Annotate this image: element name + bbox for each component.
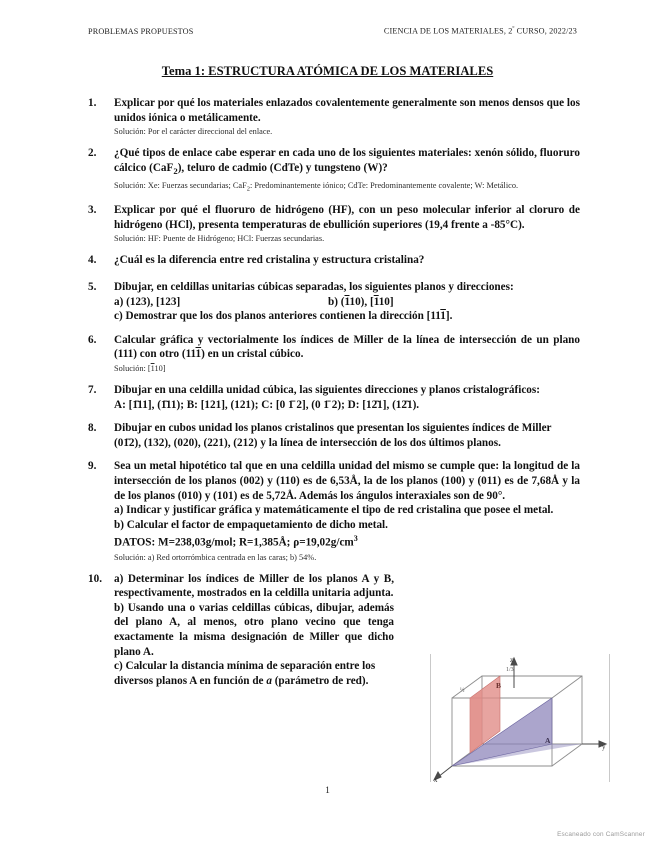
problem-item [88,146,580,194]
item-question: ¿Cuál es la diferencia entre red cristalina y estructura cristalina? [114,254,425,267]
solution-prefix: Solución: [ [114,364,151,374]
unit-cell-figure [430,654,610,782]
problem-item [88,383,580,412]
formula-subscript: 2 [173,166,178,177]
item-line: a) Indicar y justificar gráfica y matemáticamente el tipo de red cristalina que posee el metal. [114,504,554,517]
units-superscript: 3 [353,534,358,544]
option-b-text [328,295,580,310]
option-b-tail: 10] [378,295,394,308]
item-number: 1. [88,97,97,109]
item-number: 3. [88,204,97,217]
solution-text-b: : Predominantemente iónico; CdTe: Predominantemente covalente; W: Metálico. [249,180,519,190]
plane-a-label: A [545,736,551,745]
problem-item [88,203,580,244]
item-line: b) Usando una o varias celdillas cúbicas, dibujar, además del plano A, al menos, otro plano vecino que tenga exactamente la misma designación de Miller que dicho plano A. [114,601,394,658]
item-number: 7. [88,384,97,397]
option-c-prefix: c) Demostrar que los dos planos anteriores contienen la dirección [11 [114,310,441,323]
intercept-half-label: ½ [460,688,465,694]
problem-item [88,421,580,450]
item-number: 10. [88,572,102,585]
page-title [0,64,655,79]
item-solution: Solución: a) Red ortorrómbica centrada en las caras; b) 54%. [114,552,317,562]
header-year-text: CURSO, 2022/23 [514,26,577,36]
item-question [114,146,580,178]
axis-y-label: y [602,743,606,751]
page-header [88,26,577,36]
option-b-mid: 10), [ [349,295,374,308]
item-solution [114,180,580,195]
problem-item [88,253,580,268]
item-question: Explicar por qué el fluoruro de hidrógeno (HF), con un peso molecular inferior al cloruro de hidrógeno (HCl), presenta temperaturas de ebullición superiores (19,4 frente a -85°C). [114,204,580,231]
item-number: 5. [88,281,97,294]
item-line: Sea un metal hipotético tal que en una celdilla unidad del mismo se cumple que: la longitud de la intersección de los planos (002) y (110) es de 6,53Å, la de los planos (100) y (011) es de 7,68Å y la de los planos (010) y (101) es de 5,72Å. Además los ángulos interaxiales son de 90°. [114,460,580,502]
item-line: Dibujar en una celdilla unidad cúbica, las siguientes direcciones y planos cristalográficos: [114,384,540,397]
item-number: 6. [88,333,97,346]
question-tail: ) en un cristal cúbico. [201,348,304,361]
miller-overbar: 1 [195,348,202,361]
axis-x-label: x [434,776,438,782]
miller-overbar: 1 [150,364,155,374]
title-main: ESTRUCTURA ATÓMICA DE LOS MATERIALES [208,64,494,78]
option-a-text: a) (123), [123] [114,295,181,308]
item-line: Dibujar en cubos unidad los planos cristalinos que presentan los siguientes índices de Miller [114,422,552,435]
miller-overbar: 1 [440,310,446,323]
intercept-third-label: 1/3 [506,667,514,673]
item-number: 4. [88,254,97,267]
problem-item [88,459,580,562]
miller-overbar: 1 [344,295,350,308]
item-solution: Solución: HF: Puente de Hidrógeno; HCl: Fuerzas secundarias. [114,234,325,244]
item-line: A: [1̄11], (1̄11); B: [121], (121); C: [0 1̄ 2], (0 1̄ 2); D: [12̄1], (12̄1). [114,398,420,411]
option-c-tail: (parámetro de red). [271,674,369,687]
item-solution: Solución: Por el carácter direccional del enlace. [114,127,273,137]
item-question: Explicar por qué los materiales enlazados covalentemente generalmente son menos densos que los unidos iónica o metálicamente. [114,97,580,124]
problem-item [88,96,580,137]
plane-b-side-shape [470,690,482,753]
unit-cell-svg [430,654,610,782]
plane-b-label: B [496,681,502,690]
item-line [114,295,580,310]
camscanner-watermark: Escaneado con CamScanner [557,831,645,838]
item-question [114,333,580,362]
axis-z-label: z [510,656,514,664]
option-b-prefix: b) ( [328,295,345,308]
problem-list [88,96,580,713]
datos-text: DATOS: M=238,03g/mol; R=1,385Å; ρ=19,02g/cm [114,537,354,550]
formula-subscript: 2 [246,185,250,193]
item-number: 8. [88,422,97,435]
header-ordinal-sup: º [512,26,515,32]
option-c-prefix: c) Calcular la distancia mínima de separación entre los diversos planos A en función de [114,660,376,687]
item-line [114,532,580,550]
question-text-a: ¿Qué tipos de enlace cabe esperar en cada uno de los siguientes materiales: xenón sólido, fluoruro cálcico (CaF [114,147,580,174]
solution-text-a: Solución: Xe: Fuerzas secundarias; CaF [114,180,247,190]
item-number: 9. [88,460,97,473]
item-line: Dibujar, en celdillas unitarias cúbicas separadas, los siguientes planos y direcciones: [114,281,514,294]
item-line [114,309,580,324]
problem-item [88,280,580,324]
option-c-tail: ]. [445,310,453,323]
item-number: 2. [88,147,97,160]
solution-tail: 10] [154,364,166,374]
item-solution [114,363,580,374]
title-prefix: Tema 1: [161,64,209,78]
header-left-text: PROBLEMAS PROPUESTOS [88,26,194,36]
item-line: b) Calcular el factor de empaquetamiento de dicho metal. [114,518,388,531]
problem-item [88,333,580,374]
header-course-text: CIENCIA DE LOS MATERIALES, 2 [383,26,513,36]
item-line: a) Determinar los índices de Miller de los planos A y B, respectivamente, mostrados en la celdilla unitaria adjunta. [114,572,394,600]
header-right-text [384,26,577,36]
question-prefix: Calcular gráfica y vectorialmente los índices de Miller de la línea de intersección de un plano (111) con otro (11 [114,333,580,361]
page-number: 1 [325,786,330,796]
lattice-param-symbol: a [266,674,272,687]
question-text-b: ), teluro de cadmio (CdTe) y tungsteno (W)? [177,161,388,174]
item-line: (01̄2), (132), (020), (221), (212) y la línea de intersección de los dos últimos planos. [114,436,501,449]
miller-overbar: 1 [373,295,379,308]
